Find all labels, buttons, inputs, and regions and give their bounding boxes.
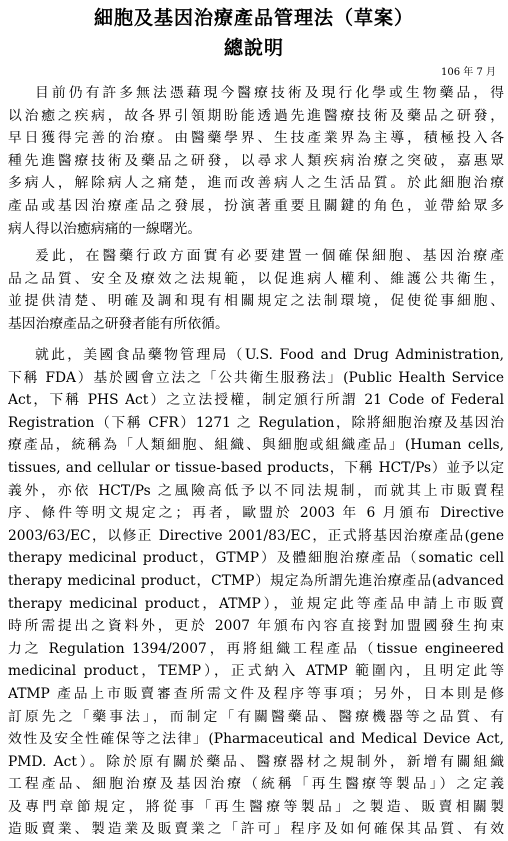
- paragraph-line: 療產品，統稱為「人類細胞、組織、與細胞或組織產品」(Human cells,: [8, 437, 504, 454]
- paragraph-line: 造販賣業、製造業及販賣業之「許可」程序及如何確保其品質、有效: [8, 821, 504, 838]
- paragraph-line: 下稱 FDA）基於國會立法之「公共衛生服務法」(Public Health Service: [8, 369, 504, 386]
- paragraph-line: medicinal product，TEMP），正式納入 ATMP 範圍內，且明定此等: [8, 663, 504, 680]
- paragraph-line: 工程產品、細胞治療及基因治療（統稱「再生醫療等製品」）之定義: [8, 776, 504, 793]
- paragraph-line: Act，下稱 PHS Act）之立法授權，制定頒行所謂 21 Code of Federal: [8, 392, 504, 409]
- paragraph-line: 目前仍有許多無法憑藉現今醫療技術及現行化學或生物藥品，得: [35, 85, 504, 101]
- paragraph-line: 以治癒之疾病，故各界引領期盼能透過先進醫療技術及藥品之研發，: [8, 107, 504, 124]
- paragraph-line: therapy medicinal product，ATMP），並規定此等產品申請上市販賣: [8, 595, 504, 612]
- document-subtitle: 總說明: [223, 37, 284, 59]
- paragraph-1: [8, 82, 504, 240]
- paragraph-line: 訂原先之「藥事法」，而制定「有關醫藥品、醫療機器等之品質、有: [8, 708, 504, 725]
- paragraph-line: 力之 Regulation 1394/2007，再將組織工程產品（tissue engineered: [8, 640, 504, 657]
- paragraph-line: 義外，亦依 HCT/Ps 之風險高低予以不同法規制，而就其上市販賣程: [8, 482, 504, 499]
- paragraph-line: 基因治療產品之研發者能有所依循。: [8, 315, 229, 332]
- document-date: 106 年 7 月: [441, 67, 496, 78]
- document-title: 細胞及基因治療產品管理法（草案）: [93, 7, 414, 29]
- paragraph-line: 時所需提出之資料外，更於 2007 年頒布內容直接對加盟國發生拘束: [8, 618, 504, 635]
- paragraph-line: Registration（下稱 CFR）1271 之 Regulation，除將細胞治療及基因治: [8, 414, 504, 431]
- paragraph-line: 效性及安全性確保等之法律」(Pharmaceutical and Medical Device Act,: [8, 731, 504, 748]
- paragraph-line: 多病人，解除病人之痛楚，進而改善病人之生活品質。於此細胞治療: [8, 175, 504, 192]
- paragraph-line: 種先進醫療技術及藥品之研發，以尋求人類疾病治療之突破，嘉惠眾: [8, 152, 504, 169]
- paragraph-line: 2003/63/EC，以修正 Directive 2001/83/EC，正式將基因治療產品(gene: [8, 527, 504, 544]
- paragraph-line: 及專門章節規定，將從事「再生醫療等製品」之製造、販賣相關製: [8, 798, 504, 815]
- paragraph-line: tissues, and cellular or tissue-based products，下稱 HCT/Ps）並予以定: [8, 459, 504, 476]
- paragraph-line: 品之品質、安全及療效之法規範，以促進病人權利、維護公共衛生，: [8, 270, 504, 287]
- paragraph-line: 產品或基因治療產品之發展，扮演著重要且關鍵的角色，並帶給眾多: [8, 197, 504, 214]
- paragraph-line: 早日獲得完善的治療。由醫藥學界、生技產業界為主導，積極投入各: [8, 130, 504, 147]
- paragraph-line: 並提供清楚、明確及調和現有相關規定之法制環境，促使從事細胞、: [8, 293, 504, 310]
- paragraph-3: [8, 344, 504, 841]
- paragraph-line: 病人得以治癒病痛的一線曙光。: [8, 220, 202, 237]
- paragraph-line: ATMP 產品上市販賣審查所需文件及程序等事項；另外，日本則是修: [8, 685, 504, 702]
- paragraph-line: 就此，美國食品藥物管理局（U.S. Food and Drug Administration,: [35, 347, 504, 363]
- paragraph-line: PMD. Act）。除於原有關於藥品、醫療器材之規制外，新增有關組織: [8, 753, 504, 770]
- paragraph-line: therapy medicinal product，CTMP）規定為所謂先進治療產品(advanced: [8, 572, 504, 589]
- paragraph-line: 爰此，在醫藥行政方面實有必要建置一個確保細胞、基因治療產: [35, 248, 504, 264]
- paragraph-2: [8, 245, 504, 335]
- paragraph-line: therapy medicinal product，GTMP）及體細胞治療產品（somatic cell: [8, 550, 504, 567]
- paragraph-line: 序、條件等明文規定之；再者，歐盟於 2003 年 6 月頒布 Directive: [8, 505, 504, 522]
